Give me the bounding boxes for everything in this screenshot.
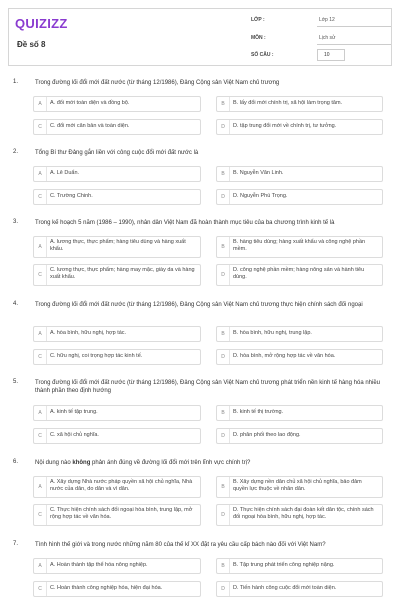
question-text: Tổng Bí thư Đảng gắn liền với công cuộc đổi mới đất nước là bbox=[35, 150, 199, 156]
question-number: 4. bbox=[13, 301, 19, 307]
option-a[interactable] bbox=[33, 558, 201, 574]
option-letter: D bbox=[217, 505, 230, 525]
question-text: Trong đường lối đổi mới đất nước (từ tháng 12/1986), Đảng Cộng sản Việt Nam chủ trương phát triển nền kinh tế hàng hóa nhiều thành phần theo định hướng bbox=[35, 380, 381, 394]
option-text: B. hàng tiêu dùng; hàng xuất khẩu và công nghệ phần mềm. bbox=[233, 239, 366, 252]
question-number: 5. bbox=[13, 379, 19, 385]
option-d[interactable] bbox=[216, 264, 383, 286]
question-number: 1. bbox=[13, 79, 19, 85]
option-letter: B bbox=[217, 167, 230, 181]
option-text: C. đổi mới căn bản và toàn diện. bbox=[50, 123, 130, 129]
option-text: C. Thực hiện chính sách đối ngoại hòa bình, trung lập, mở rộng hợp tác về văn hóa. bbox=[50, 507, 193, 520]
option-text: D. Thực hiện chính sách đại đoàn kết dân tộc, chính sách đối ngoại hòa bình, hữu nghị, hợp tác. bbox=[233, 507, 374, 520]
option-letter: C bbox=[34, 190, 47, 204]
option-a[interactable] bbox=[33, 166, 201, 182]
option-text: A. Xây dựng Nhà nước pháp quyền xã hội chủ nghĩa, Nhà nước của dân, do dân và vì dân. bbox=[50, 479, 193, 492]
option-letter: D bbox=[217, 120, 230, 134]
option-a[interactable] bbox=[33, 96, 201, 112]
question-number: 6. bbox=[13, 459, 19, 465]
option-letter: C bbox=[34, 582, 47, 596]
option-b[interactable] bbox=[216, 166, 383, 182]
option-text: B. hòa bình, hữu nghị, trung lập. bbox=[233, 330, 312, 336]
count-box bbox=[317, 49, 345, 61]
option-b[interactable] bbox=[216, 236, 383, 258]
subject-underline bbox=[317, 44, 391, 45]
option-text: D. công nghệ phần mềm; hàng nông sản và hành tiêu dùng. bbox=[233, 267, 365, 280]
option-text: A. Lê Duẩn. bbox=[50, 170, 80, 176]
option-b[interactable] bbox=[216, 405, 383, 421]
option-text: D. Tiến hành công cuộc đổi mới toàn diện. bbox=[233, 585, 337, 591]
option-text: D. tập trung đổi mới về chính trị, tư tưởng. bbox=[233, 123, 337, 129]
question-text: Trong kế hoạch 5 năm (1986 – 1990), nhân dân Việt Nam đã hoàn thành mục tiêu của ba chương trình kinh tế là bbox=[35, 220, 335, 226]
option-text: A. kinh tế tập trung. bbox=[50, 409, 98, 415]
option-c[interactable] bbox=[33, 119, 201, 135]
option-letter: B bbox=[217, 559, 230, 573]
option-a[interactable] bbox=[33, 476, 201, 498]
option-text: B. kinh tế thị trường. bbox=[233, 409, 284, 415]
option-letter: C bbox=[34, 120, 47, 134]
option-d[interactable] bbox=[216, 119, 383, 135]
option-text: A. lương thực, thực phẩm; hàng tiêu dùng và hàng xuất khẩu. bbox=[50, 239, 186, 252]
option-a[interactable] bbox=[33, 236, 201, 258]
option-letter: D bbox=[217, 265, 230, 285]
option-c[interactable] bbox=[33, 264, 201, 286]
option-letter: A bbox=[34, 97, 47, 111]
option-letter: A bbox=[34, 559, 47, 573]
class-value: Lớp 12 bbox=[319, 17, 335, 23]
option-a[interactable] bbox=[33, 326, 201, 342]
option-letter: C bbox=[34, 265, 47, 285]
option-letter: C bbox=[34, 505, 47, 525]
option-b[interactable] bbox=[216, 558, 383, 574]
option-b[interactable] bbox=[216, 476, 383, 498]
option-text: A. Hoàn thành tập thể hóa nông nghiệp. bbox=[50, 562, 148, 568]
option-b[interactable] bbox=[216, 96, 383, 112]
option-letter: D bbox=[217, 582, 230, 596]
option-letter: A bbox=[34, 477, 47, 497]
option-text: C. xã hội chủ nghĩa. bbox=[50, 432, 99, 438]
option-d[interactable] bbox=[216, 189, 383, 205]
class-underline bbox=[317, 26, 391, 27]
option-letter: C bbox=[34, 350, 47, 364]
option-c[interactable] bbox=[33, 504, 201, 526]
option-text: C. lương thực, thực phẩm; hàng may mặc, giày da và hàng xuất khẩu. bbox=[50, 267, 195, 280]
option-text: D. Nguyễn Phú Trọng. bbox=[233, 193, 288, 199]
option-letter: A bbox=[34, 406, 47, 420]
worksheet-header bbox=[8, 8, 392, 66]
negation-keyword: không bbox=[72, 460, 91, 466]
option-letter: D bbox=[217, 350, 230, 364]
option-c[interactable] bbox=[33, 428, 201, 444]
option-text: A. đổi mới toàn diện và đồng bộ. bbox=[50, 100, 130, 106]
question-text: Tình hình thế giới và trong nước những năm 80 của thế kỉ XX đặt ra yêu cầu cấp bách nào đối với Việt Nam? bbox=[35, 542, 326, 548]
count-label: SỐ CÂU : bbox=[251, 52, 274, 58]
question-text: Trong đường lối đổi mới đất nước (từ tháng 12/1986), Đảng Cộng sản Việt Nam chủ trương bbox=[35, 80, 280, 86]
option-text: D. phân phối theo lao động. bbox=[233, 432, 301, 438]
option-text: D. hòa bình, mở rộng hợp tác về văn hóa. bbox=[233, 353, 336, 359]
question-text: Trong đường lối đổi mới đất nước (từ tháng 12/1986), Đảng Cộng sản Việt Nam chủ trương thực hiện chính sách đối ngoại bbox=[35, 302, 363, 308]
option-letter: A bbox=[34, 237, 47, 257]
question-text: Nội dung nào không phản ánh đúng về đường lối đổi mới trên lĩnh vực chính trị? bbox=[35, 460, 251, 466]
option-letter: B bbox=[217, 237, 230, 257]
option-d[interactable] bbox=[216, 504, 383, 526]
option-text: B. Nguyễn Văn Linh. bbox=[233, 170, 284, 176]
page-title: Đề số 8 bbox=[17, 40, 46, 49]
class-label: LỚP : bbox=[251, 17, 265, 23]
subject-label: MÔN : bbox=[251, 35, 266, 41]
option-text: A. hòa bình, hữu nghị, hợp tác. bbox=[50, 330, 127, 336]
count-value: 10 bbox=[324, 52, 330, 58]
option-letter: D bbox=[217, 190, 230, 204]
option-letter: B bbox=[217, 97, 230, 111]
option-a[interactable] bbox=[33, 405, 201, 421]
option-letter: B bbox=[217, 477, 230, 497]
option-d[interactable] bbox=[216, 581, 383, 597]
option-text: B. Xây dựng nền dân chủ xã hội chủ nghĩa, bảo đảm quyền lực thuộc về nhân dân. bbox=[233, 479, 362, 492]
option-text: C. Trường Chinh. bbox=[50, 193, 93, 199]
option-d[interactable] bbox=[216, 428, 383, 444]
quizizz-logo: QUIZIZZ bbox=[15, 16, 68, 31]
question-number: 7. bbox=[13, 541, 19, 547]
option-text: B. Tập trung phát triển công nghiệp nặng. bbox=[233, 562, 335, 568]
option-b[interactable] bbox=[216, 326, 383, 342]
option-c[interactable] bbox=[33, 581, 201, 597]
subject-value: Lịch sử bbox=[319, 35, 336, 41]
option-letter: C bbox=[34, 429, 47, 443]
option-text: C. hữu nghị, coi trọng hợp tác kinh tế. bbox=[50, 353, 143, 359]
option-letter: A bbox=[34, 327, 47, 341]
option-d[interactable] bbox=[216, 349, 383, 365]
question-number: 2. bbox=[13, 149, 19, 155]
option-letter: D bbox=[217, 429, 230, 443]
question-number: 3. bbox=[13, 219, 19, 225]
option-letter: A bbox=[34, 167, 47, 181]
option-letter: B bbox=[217, 327, 230, 341]
option-c[interactable] bbox=[33, 189, 201, 205]
option-c[interactable] bbox=[33, 349, 201, 365]
option-text: B. lấy đổi mới chính trị, xã hội làm trọng tâm. bbox=[233, 100, 343, 106]
option-text: C. Hoàn thành công nghiệp hóa, hiện đại hóa. bbox=[50, 585, 163, 591]
option-letter: B bbox=[217, 406, 230, 420]
